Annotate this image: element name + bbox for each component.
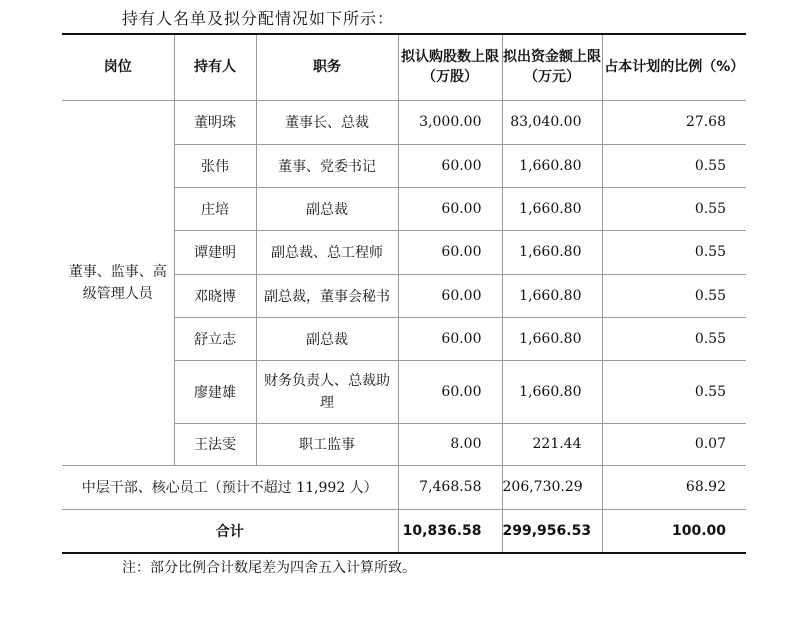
header-title: 职务: [256, 34, 398, 100]
holder-name: 谭建明: [174, 230, 256, 274]
header-position: 岗位: [62, 34, 174, 100]
holder-title: 副总裁，董事会秘书: [256, 274, 398, 317]
ratio-cell: 0.07: [602, 423, 746, 465]
holder-title: 职工监事: [256, 423, 398, 465]
holder-name: 舒立志: [174, 317, 256, 360]
funds-cell: 1,660.80: [502, 187, 602, 230]
ratio-cell: 0.55: [602, 187, 746, 230]
holder-title: 副总裁、总工程师: [256, 230, 398, 274]
header-holder: 持有人: [174, 34, 256, 100]
shares-cell: 60.00: [398, 230, 502, 274]
middle-staff-row: [62, 465, 746, 509]
ratio-cell: 0.55: [602, 144, 746, 187]
holder-title: 董事长、总裁: [256, 100, 398, 144]
shares-cell: 60.00: [398, 317, 502, 360]
total-label: 合计: [62, 509, 398, 553]
holder-name: 王法雯: [174, 423, 256, 465]
header-ratio: 占本计划的比例（%）: [602, 34, 746, 100]
group-label: 董事、监事、高级管理人员: [62, 100, 174, 465]
total-funds: 299,956.53: [502, 509, 602, 553]
middle-ratio: 68.92: [602, 465, 746, 509]
holder-name: 廖建雄: [174, 360, 256, 423]
holder-name: 庄培: [174, 187, 256, 230]
holder-name: 张伟: [174, 144, 256, 187]
funds-cell: 1,660.80: [502, 317, 602, 360]
holder-allocation-table: [62, 33, 746, 554]
ratio-cell: 27.68: [602, 100, 746, 144]
intro-text: 持有人名单及拟分配情况如下所示：: [122, 9, 395, 28]
shares-cell: 60.00: [398, 360, 502, 423]
holder-title: 副总裁: [256, 187, 398, 230]
ratio-cell: 0.55: [602, 360, 746, 423]
header-row: [62, 34, 746, 100]
ratio-cell: 0.55: [602, 317, 746, 360]
middle-funds: 206,730.29: [502, 465, 602, 509]
total-ratio: 100.00: [602, 509, 746, 553]
middle-staff-label: 中层干部、核心员工（预计不超过 11,992 人）: [62, 465, 398, 509]
footnote: 注：部分比例合计数尾差为四舍五入计算所致。: [122, 560, 416, 576]
holder-name: 邓晓博: [174, 274, 256, 317]
shares-cell: 60.00: [398, 144, 502, 187]
funds-cell: 1,660.80: [502, 360, 602, 423]
funds-cell: 83,040.00: [502, 100, 602, 144]
header-shares: 拟认购股数上限（万股）: [398, 34, 502, 100]
funds-cell: 1,660.80: [502, 274, 602, 317]
shares-cell: 60.00: [398, 187, 502, 230]
funds-cell: 1,660.80: [502, 230, 602, 274]
ratio-cell: 0.55: [602, 230, 746, 274]
funds-cell: 221.44: [502, 423, 602, 465]
total-shares: 10,836.58: [398, 509, 502, 553]
holder-name: 董明珠: [174, 100, 256, 144]
shares-cell: 3,000.00: [398, 100, 502, 144]
table-row: [62, 100, 746, 144]
holder-title: 董事、党委书记: [256, 144, 398, 187]
holder-title: 财务负责人、总裁助理: [256, 360, 398, 423]
ratio-cell: 0.55: [602, 274, 746, 317]
middle-shares: 7,468.58: [398, 465, 502, 509]
header-funds: 拟出资金额上限（万元）: [502, 34, 602, 100]
shares-cell: 8.00: [398, 423, 502, 465]
total-row: [62, 509, 746, 553]
funds-cell: 1,660.80: [502, 144, 602, 187]
holder-title: 副总裁: [256, 317, 398, 360]
shares-cell: 60.00: [398, 274, 502, 317]
